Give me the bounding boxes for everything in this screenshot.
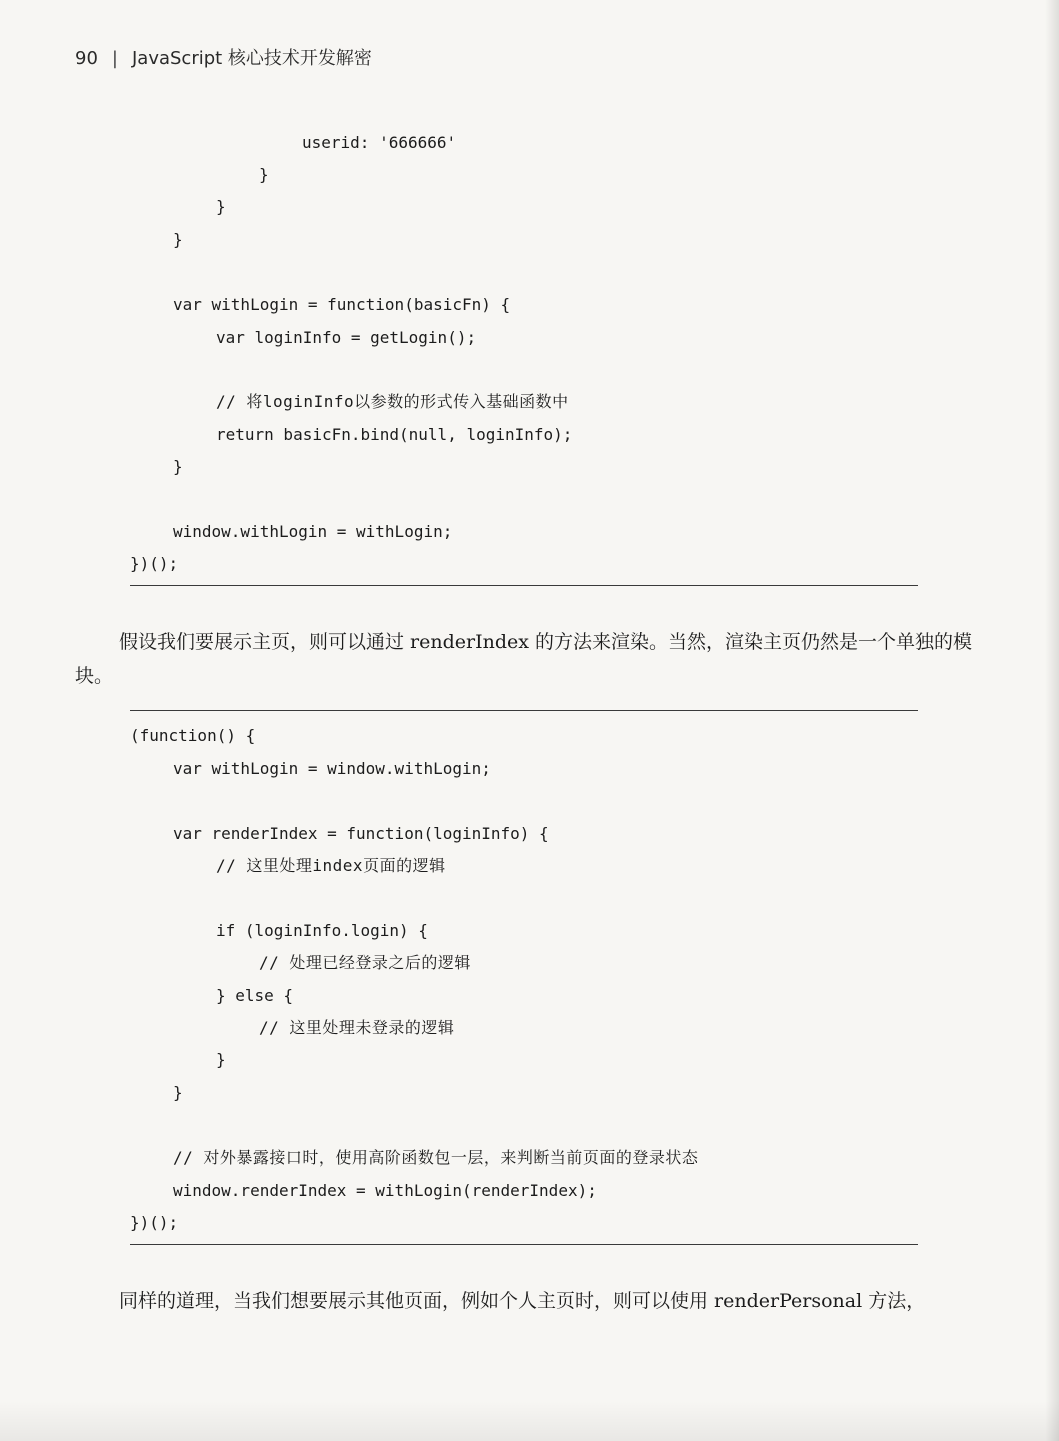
paragraph-2 — [75, 1284, 987, 1318]
paragraph-1 — [75, 625, 987, 693]
code-line: } else { — [216, 986, 294, 1005]
code-line: var renderIndex = function(loginInfo) { — [173, 824, 549, 843]
code-block-2-top-rule — [130, 710, 918, 711]
code-line: } — [173, 230, 183, 249]
code-block-2-bottom-rule — [130, 1244, 918, 1245]
code-line: } — [173, 1083, 183, 1102]
code-line: var withLogin = function(basicFn) { — [173, 295, 511, 314]
code-comment: // 将loginInfo以参数的形式传入基础函数中 — [216, 392, 569, 411]
code-line: var withLogin = window.withLogin; — [173, 759, 491, 778]
code-comment: // 这里处理未登录的逻辑 — [259, 1018, 455, 1037]
code-line: } — [173, 457, 183, 476]
code-comment: // 处理已经登录之后的逻辑 — [259, 953, 471, 972]
code-line: return basicFn.bind(null, loginInfo); — [216, 425, 573, 444]
code-line: } — [216, 197, 226, 216]
code-line: })(); — [130, 554, 179, 573]
running-header — [75, 44, 372, 70]
header-separator: | — [111, 48, 118, 69]
code-line: })(); — [130, 1213, 179, 1232]
code-line: var loginInfo = getLogin(); — [216, 328, 477, 347]
page-edge-shadow — [1045, 0, 1059, 1441]
code-line: } — [216, 1050, 226, 1069]
code-line: window.withLogin = withLogin; — [173, 522, 453, 541]
book-title: JavaScript 核心技术开发解密 — [131, 48, 372, 69]
code-line: if (loginInfo.login) { — [216, 921, 428, 940]
code-comment: // 对外暴露接口时，使用高阶函数包一层，来判断当前页面的登录状态 — [173, 1148, 699, 1167]
code-comment: // 这里处理index页面的逻辑 — [216, 856, 446, 875]
code-line: userid: '666666' — [302, 133, 457, 152]
page-number: 90 — [75, 48, 98, 69]
code-line: (function() { — [130, 726, 256, 745]
code-block-1-bottom-rule — [130, 585, 918, 586]
page-bottom-shadow — [0, 1401, 1059, 1441]
paragraph-1-text: 假设我们要展示主页，则可以通过 renderIndex 的方法来渲染。当然，渲染主页仍然是一个单独的模块。 — [75, 631, 972, 687]
paragraph-2-text: 同样的道理，当我们想要展示其他页面，例如个人主页时，则可以使用 renderPersonal 方法， — [119, 1290, 926, 1312]
code-line: } — [259, 165, 269, 184]
code-line: window.renderIndex = withLogin(renderIndex); — [173, 1181, 597, 1200]
